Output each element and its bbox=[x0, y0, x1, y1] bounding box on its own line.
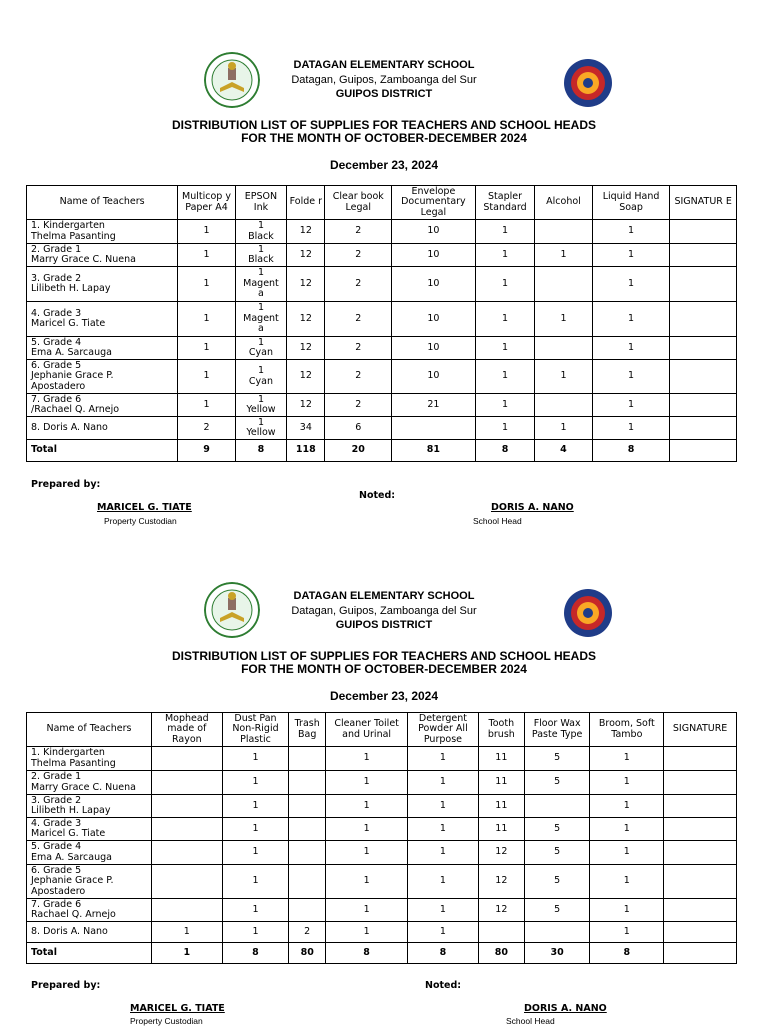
preparer-name: MARICEL G. TIATE bbox=[97, 502, 192, 513]
teacher-name-cell: 6. Grade 5 Jephanie Grace P. Apostadero bbox=[27, 360, 178, 394]
quantity-cell: 1 bbox=[178, 244, 235, 267]
quantity-cell: 1 Black bbox=[235, 244, 286, 267]
document-date: December 23, 2024 bbox=[329, 158, 439, 172]
quantity-cell: 1 bbox=[475, 302, 535, 337]
school-head-name: DORIS A. NANO bbox=[491, 502, 574, 513]
quantity-cell: 1 bbox=[178, 394, 235, 417]
quantity-cell: 1 bbox=[592, 220, 670, 244]
quantity-cell: 1 bbox=[151, 922, 222, 943]
quantity-cell bbox=[151, 795, 222, 818]
quantity-cell: 1 bbox=[326, 771, 408, 795]
teacher-name-cell: 7. Grade 6 Rachael Q. Arnejo bbox=[27, 899, 152, 922]
column-header: Trash Bag bbox=[289, 713, 326, 747]
teacher-name-cell: 1. Kindergarten Thelma Pasanting bbox=[27, 747, 152, 771]
column-header: Name of Teachers bbox=[27, 713, 152, 747]
table-row bbox=[27, 899, 737, 922]
quantity-cell: 1 bbox=[590, 865, 664, 899]
total-cell: 118 bbox=[287, 440, 325, 462]
total-cell: 8 bbox=[222, 943, 289, 964]
school-header bbox=[0, 58, 768, 102]
quantity-cell bbox=[289, 771, 326, 795]
noted-label: Noted: bbox=[425, 980, 462, 991]
quantity-cell: 6 bbox=[325, 417, 392, 440]
quantity-cell: 1 Cyan bbox=[235, 337, 286, 360]
quantity-cell: 1 bbox=[592, 267, 670, 302]
total-cell bbox=[664, 943, 737, 964]
quantity-cell: 10 bbox=[392, 244, 476, 267]
quantity-cell: 1 bbox=[475, 360, 535, 394]
teacher-name-cell: 7. Grade 6 /Rachael Q. Arnejo bbox=[27, 394, 178, 417]
quantity-cell: 1 bbox=[590, 747, 664, 771]
quantity-cell: 11 bbox=[478, 818, 524, 841]
supplies-table-1 bbox=[26, 185, 737, 462]
quantity-cell: 1 bbox=[408, 818, 479, 841]
quantity-cell bbox=[151, 747, 222, 771]
quantity-cell: 1 bbox=[326, 899, 408, 922]
quantity-cell: 1 bbox=[475, 244, 535, 267]
school-district: GUIPOS DISTRICT bbox=[335, 619, 433, 631]
school-address: Datagan, Guipos, Zamboanga del Sur bbox=[291, 604, 477, 617]
column-header: SIGNATUR E bbox=[670, 186, 737, 220]
quantity-cell: 1 Magent a bbox=[235, 267, 286, 302]
table-row bbox=[27, 865, 737, 899]
quantity-cell: 1 bbox=[592, 394, 670, 417]
quantity-cell: 1 bbox=[475, 417, 535, 440]
school-head-name: DORIS A. NANO bbox=[524, 1003, 607, 1014]
quantity-cell: 1 bbox=[475, 267, 535, 302]
column-header: Folde r bbox=[287, 186, 325, 220]
signature-cell bbox=[664, 841, 737, 865]
quantity-cell bbox=[289, 795, 326, 818]
table-row bbox=[27, 841, 737, 865]
quantity-cell: 1 bbox=[222, 841, 289, 865]
quantity-cell: 1 bbox=[178, 220, 235, 244]
quantity-cell bbox=[524, 795, 590, 818]
quantity-cell: 5 bbox=[524, 865, 590, 899]
preparer-role: Property Custodian bbox=[130, 1016, 203, 1026]
quantity-cell bbox=[535, 220, 592, 244]
quantity-cell: 10 bbox=[392, 220, 476, 244]
column-header: Multicop y Paper A4 bbox=[178, 186, 235, 220]
school-head-role: School Head bbox=[473, 516, 522, 526]
column-header: Alcohol bbox=[535, 186, 592, 220]
teacher-name-cell: 5. Grade 4 Ema A. Sarcauga bbox=[27, 841, 152, 865]
quantity-cell: 1 bbox=[590, 922, 664, 943]
quantity-cell: 2 bbox=[325, 220, 392, 244]
quantity-cell: 2 bbox=[178, 417, 235, 440]
total-cell: 8 bbox=[408, 943, 479, 964]
quantity-cell bbox=[524, 922, 590, 943]
quantity-cell: 1 bbox=[178, 337, 235, 360]
quantity-cell: 11 bbox=[478, 795, 524, 818]
quantity-cell: 5 bbox=[524, 818, 590, 841]
quantity-cell bbox=[535, 267, 592, 302]
supplies-table-2 bbox=[26, 712, 737, 964]
total-label-cell: Total bbox=[27, 440, 178, 462]
table-header-row bbox=[27, 186, 737, 220]
quantity-cell: 12 bbox=[287, 302, 325, 337]
quantity-cell: 1 bbox=[535, 417, 592, 440]
teacher-name-cell: 5. Grade 4 Ema A. Sarcauga bbox=[27, 337, 178, 360]
teacher-name-cell: 6. Grade 5 Jephanie Grace P. Apostadero bbox=[27, 865, 152, 899]
table-row bbox=[27, 795, 737, 818]
quantity-cell: 10 bbox=[392, 337, 476, 360]
school-head-role: School Head bbox=[506, 1016, 555, 1026]
signature-cell bbox=[670, 360, 737, 394]
table-row bbox=[27, 747, 737, 771]
quantity-cell: 1 bbox=[408, 747, 479, 771]
quantity-cell: 1 bbox=[408, 795, 479, 818]
quantity-cell: 1 bbox=[592, 244, 670, 267]
signature-cell bbox=[664, 899, 737, 922]
quantity-cell: 12 bbox=[287, 220, 325, 244]
quantity-cell: 1 bbox=[222, 865, 289, 899]
signature-cell bbox=[664, 818, 737, 841]
quantity-cell: 1 bbox=[592, 360, 670, 394]
quantity-cell: 1 bbox=[222, 771, 289, 795]
quantity-cell: 1 bbox=[592, 302, 670, 337]
quantity-cell: 1 bbox=[590, 841, 664, 865]
total-row bbox=[27, 943, 737, 964]
total-row bbox=[27, 440, 737, 462]
quantity-cell bbox=[151, 771, 222, 795]
quantity-cell: 1 Magent a bbox=[235, 302, 286, 337]
table-header-row bbox=[27, 713, 737, 747]
total-cell: 80 bbox=[478, 943, 524, 964]
quantity-cell: 1 bbox=[222, 818, 289, 841]
document-title: DISTRIBUTION LIST OF SUPPLIES FOR TEACHERS AND SCHOOL HEADS FOR THE MONTH OF OCTOBER-DECEMBER 2024 bbox=[171, 649, 597, 676]
noted-label: Noted: bbox=[359, 490, 396, 501]
teacher-name-cell: 3. Grade 2 Lilibeth H. Lapay bbox=[27, 795, 152, 818]
preparer-role: Property Custodian bbox=[104, 516, 177, 526]
quantity-cell: 11 bbox=[478, 771, 524, 795]
quantity-cell: 12 bbox=[478, 841, 524, 865]
signature-cell bbox=[664, 747, 737, 771]
quantity-cell: 1 Black bbox=[235, 220, 286, 244]
quantity-cell: 1 bbox=[592, 417, 670, 440]
total-label-cell: Total bbox=[27, 943, 152, 964]
quantity-cell: 2 bbox=[325, 244, 392, 267]
quantity-cell: 10 bbox=[392, 267, 476, 302]
total-cell: 81 bbox=[392, 440, 476, 462]
total-cell: 8 bbox=[326, 943, 408, 964]
quantity-cell: 1 bbox=[178, 302, 235, 337]
quantity-cell: 1 bbox=[326, 865, 408, 899]
signature-cell bbox=[664, 795, 737, 818]
quantity-cell: 1 bbox=[326, 747, 408, 771]
column-header: Clear book Legal bbox=[325, 186, 392, 220]
teacher-name-cell: 1. Kindergarten Thelma Pasanting bbox=[27, 220, 178, 244]
prepared-by-label: Prepared by: bbox=[31, 479, 101, 490]
quantity-cell: 1 bbox=[590, 795, 664, 818]
quantity-cell: 1 bbox=[222, 747, 289, 771]
quantity-cell: 1 bbox=[178, 360, 235, 394]
quantity-cell: 1 bbox=[475, 220, 535, 244]
quantity-cell: 12 bbox=[287, 244, 325, 267]
total-cell: 1 bbox=[151, 943, 222, 964]
quantity-cell bbox=[151, 899, 222, 922]
column-header: Cleaner Toilet and Urinal bbox=[326, 713, 408, 747]
quantity-cell bbox=[289, 865, 326, 899]
quantity-cell: 34 bbox=[287, 417, 325, 440]
quantity-cell: 12 bbox=[478, 865, 524, 899]
table-row bbox=[27, 771, 737, 795]
column-header: Broom, Soft Tambo bbox=[590, 713, 664, 747]
quantity-cell: 12 bbox=[478, 899, 524, 922]
quantity-cell bbox=[151, 865, 222, 899]
quantity-cell: 1 bbox=[326, 818, 408, 841]
quantity-cell: 2 bbox=[325, 360, 392, 394]
quantity-cell: 5 bbox=[524, 841, 590, 865]
total-cell: 8 bbox=[590, 943, 664, 964]
column-header: Detergent Powder All Purpose bbox=[408, 713, 479, 747]
column-header: Dust Pan Non-Rigid Plastic bbox=[222, 713, 289, 747]
quantity-cell: 1 bbox=[535, 244, 592, 267]
table-row bbox=[27, 337, 737, 360]
quantity-cell: 1 bbox=[408, 899, 479, 922]
quantity-cell bbox=[392, 417, 476, 440]
quantity-cell: 1 bbox=[222, 899, 289, 922]
quantity-cell bbox=[151, 818, 222, 841]
quantity-cell: 1 bbox=[222, 795, 289, 818]
quantity-cell: 1 bbox=[326, 922, 408, 943]
teacher-name-cell: 4. Grade 3 Maricel G. Tiate bbox=[27, 818, 152, 841]
teacher-name-cell: 4. Grade 3 Maricel G. Tiate bbox=[27, 302, 178, 337]
column-header: Name of Teachers bbox=[27, 186, 178, 220]
quantity-cell: 1 bbox=[475, 394, 535, 417]
quantity-cell bbox=[289, 841, 326, 865]
quantity-cell: 1 bbox=[222, 922, 289, 943]
quantity-cell: 2 bbox=[325, 337, 392, 360]
document-title: DISTRIBUTION LIST OF SUPPLIES FOR TEACHERS AND SCHOOL HEADS FOR THE MONTH OF OCTOBER-DECEMBER 2024 bbox=[171, 118, 597, 145]
quantity-cell bbox=[289, 818, 326, 841]
total-cell: 4 bbox=[535, 440, 592, 462]
quantity-cell bbox=[478, 922, 524, 943]
school-name: DATAGAN ELEMENTARY SCHOOL bbox=[293, 590, 475, 602]
quantity-cell: 12 bbox=[287, 267, 325, 302]
total-cell: 9 bbox=[178, 440, 235, 462]
quantity-cell: 2 bbox=[325, 302, 392, 337]
teacher-name-cell: 8. Doris A. Nano bbox=[27, 417, 178, 440]
school-address: Datagan, Guipos, Zamboanga del Sur bbox=[291, 73, 477, 86]
quantity-cell: 5 bbox=[524, 899, 590, 922]
table-row bbox=[27, 302, 737, 337]
table-row bbox=[27, 922, 737, 943]
total-cell: 8 bbox=[235, 440, 286, 462]
quantity-cell: 1 bbox=[408, 865, 479, 899]
column-header: Floor Wax Paste Type bbox=[524, 713, 590, 747]
quantity-cell bbox=[289, 899, 326, 922]
quantity-cell: 21 bbox=[392, 394, 476, 417]
signature-cell bbox=[664, 922, 737, 943]
signature-cell bbox=[670, 220, 737, 244]
teacher-name-cell: 2. Grade 1 Marry Grace C. Nuena bbox=[27, 244, 178, 267]
quantity-cell: 2 bbox=[325, 394, 392, 417]
quantity-cell: 1 bbox=[475, 337, 535, 360]
quantity-cell: 1 bbox=[408, 922, 479, 943]
signature-cell bbox=[670, 417, 737, 440]
school-district: GUIPOS DISTRICT bbox=[335, 88, 433, 100]
quantity-cell: 1 bbox=[590, 818, 664, 841]
table-row bbox=[27, 360, 737, 394]
prepared-by-label: Prepared by: bbox=[31, 980, 101, 991]
quantity-cell bbox=[535, 337, 592, 360]
table-row bbox=[27, 220, 737, 244]
signature-cell bbox=[670, 394, 737, 417]
quantity-cell bbox=[535, 394, 592, 417]
quantity-cell: 1 bbox=[535, 360, 592, 394]
quantity-cell: 2 bbox=[325, 267, 392, 302]
column-header: Stapler Standard bbox=[475, 186, 535, 220]
quantity-cell: 11 bbox=[478, 747, 524, 771]
signature-cell bbox=[664, 771, 737, 795]
quantity-cell: 1 bbox=[590, 899, 664, 922]
column-header: Envelope Documentary Legal bbox=[392, 186, 476, 220]
column-header: EPSON Ink bbox=[235, 186, 286, 220]
quantity-cell: 5 bbox=[524, 747, 590, 771]
school-name: DATAGAN ELEMENTARY SCHOOL bbox=[293, 59, 475, 71]
document-date: December 23, 2024 bbox=[329, 689, 439, 703]
signature-cell bbox=[664, 865, 737, 899]
teacher-name-cell: 3. Grade 2 Lilibeth H. Lapay bbox=[27, 267, 178, 302]
quantity-cell: 1 Yellow bbox=[235, 394, 286, 417]
total-cell: 20 bbox=[325, 440, 392, 462]
column-header: Mophead made of Rayon bbox=[151, 713, 222, 747]
quantity-cell: 1 bbox=[590, 771, 664, 795]
signature-cell bbox=[670, 244, 737, 267]
quantity-cell: 1 bbox=[326, 795, 408, 818]
quantity-cell: 1 bbox=[178, 267, 235, 302]
signature-cell bbox=[670, 267, 737, 302]
total-cell: 8 bbox=[592, 440, 670, 462]
total-cell: 80 bbox=[289, 943, 326, 964]
quantity-cell: 1 Yellow bbox=[235, 417, 286, 440]
school-header bbox=[0, 589, 768, 633]
column-header: SIGNATURE bbox=[664, 713, 737, 747]
teacher-name-cell: 2. Grade 1 Marry Grace C. Nuena bbox=[27, 771, 152, 795]
teacher-name-cell: 8. Doris A. Nano bbox=[27, 922, 152, 943]
signature-cell bbox=[670, 302, 737, 337]
quantity-cell: 10 bbox=[392, 302, 476, 337]
quantity-cell: 2 bbox=[289, 922, 326, 943]
quantity-cell: 1 bbox=[592, 337, 670, 360]
table-row bbox=[27, 267, 737, 302]
quantity-cell: 12 bbox=[287, 394, 325, 417]
signature-cell bbox=[670, 337, 737, 360]
quantity-cell: 1 Cyan bbox=[235, 360, 286, 394]
column-header: Tooth brush bbox=[478, 713, 524, 747]
quantity-cell bbox=[289, 747, 326, 771]
total-cell bbox=[670, 440, 737, 462]
quantity-cell: 1 bbox=[326, 841, 408, 865]
quantity-cell: 5 bbox=[524, 771, 590, 795]
table-row bbox=[27, 394, 737, 417]
preparer-name: MARICEL G. TIATE bbox=[130, 1003, 225, 1014]
quantity-cell: 12 bbox=[287, 360, 325, 394]
column-header: Liquid Hand Soap bbox=[592, 186, 670, 220]
quantity-cell: 12 bbox=[287, 337, 325, 360]
quantity-cell: 10 bbox=[392, 360, 476, 394]
quantity-cell bbox=[151, 841, 222, 865]
quantity-cell: 1 bbox=[535, 302, 592, 337]
quantity-cell: 1 bbox=[408, 841, 479, 865]
quantity-cell: 1 bbox=[408, 771, 479, 795]
table-row bbox=[27, 417, 737, 440]
table-row bbox=[27, 818, 737, 841]
total-cell: 8 bbox=[475, 440, 535, 462]
table-row bbox=[27, 244, 737, 267]
total-cell: 30 bbox=[524, 943, 590, 964]
